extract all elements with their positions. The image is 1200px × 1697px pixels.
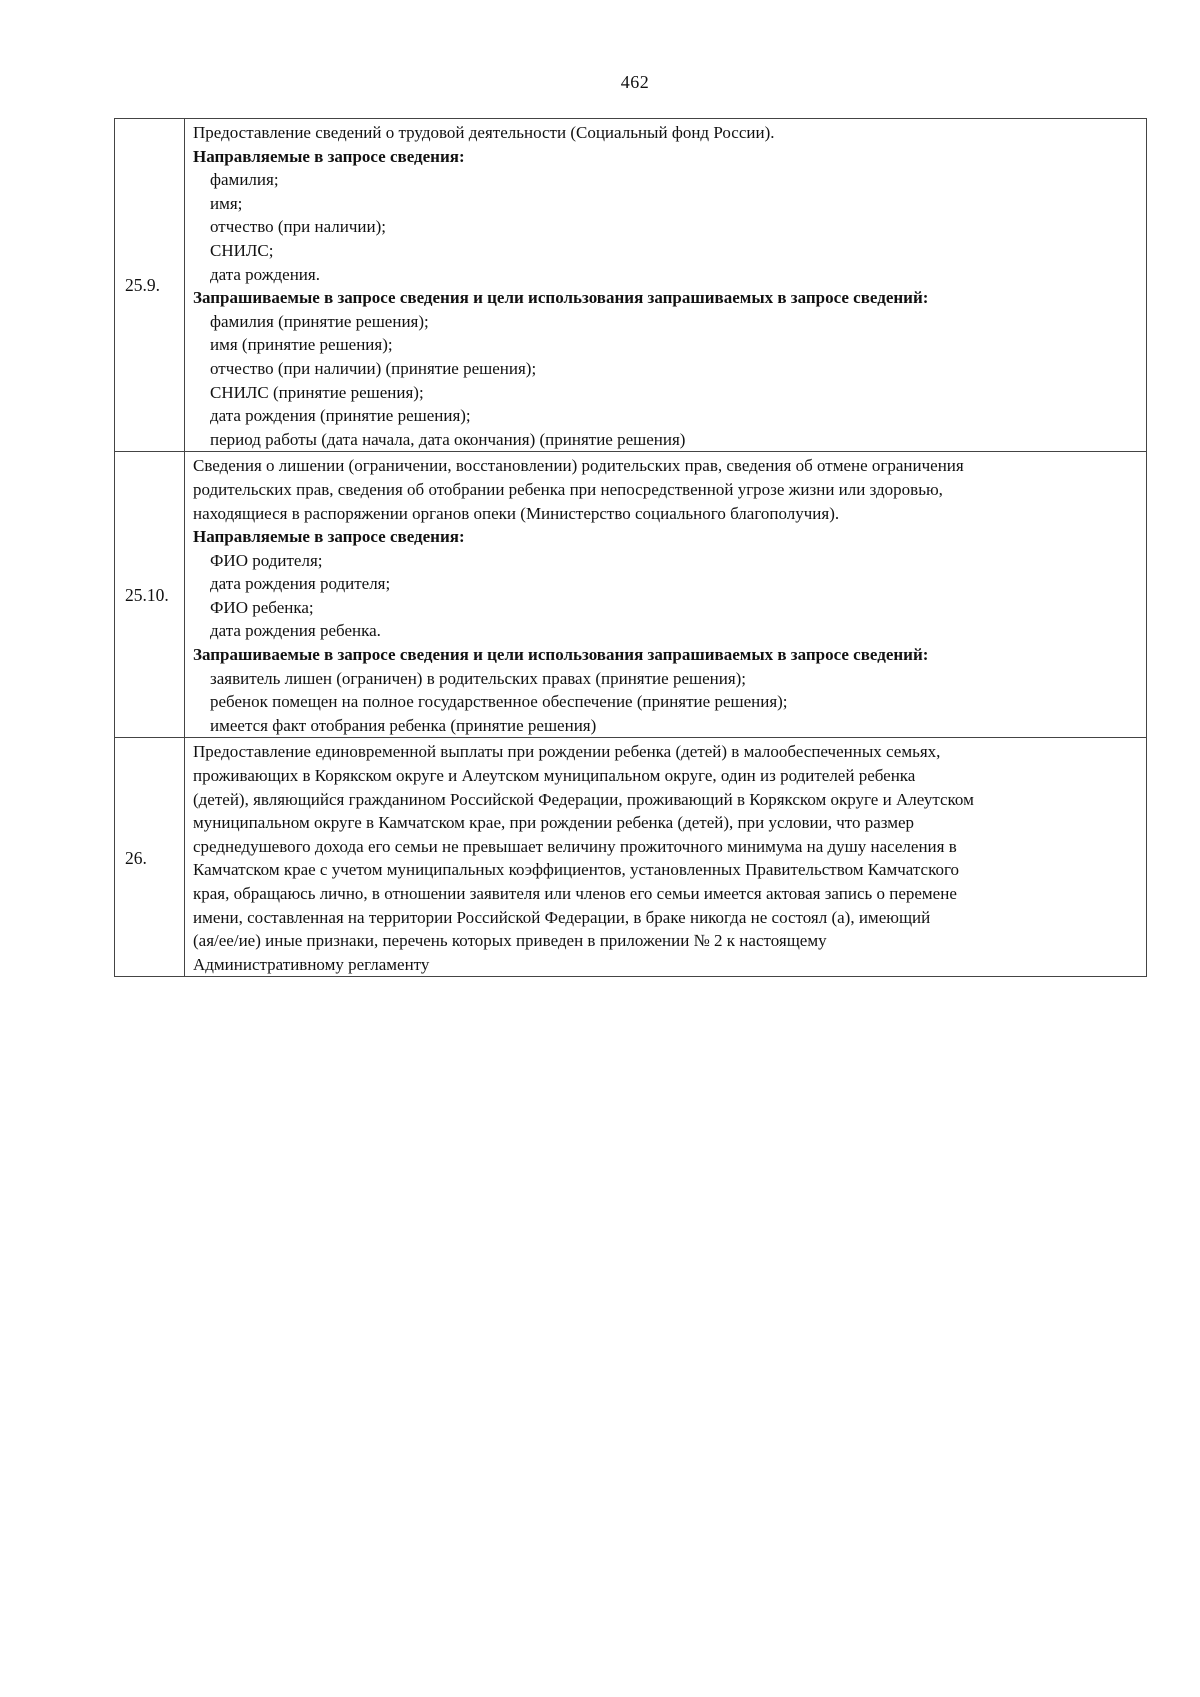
- paragraph-line: Административному регламенту: [193, 954, 430, 974]
- row-content: [185, 119, 1147, 452]
- row-content: [185, 452, 1147, 738]
- services-table: [114, 118, 1147, 977]
- list-item: ребенок помещен на полное государственное обеспечение (принятие решения);: [210, 692, 788, 712]
- list-item: отчество (при наличии);: [210, 217, 386, 237]
- list-item: имеется факт отобрания ребенка (принятие решения): [210, 715, 597, 735]
- paragraph-line: (детей), являющийся гражданином Российской Федерации, проживающий в Корякском округе и Алеутском: [193, 789, 974, 809]
- list-item: ФИО ребенка;: [210, 597, 314, 617]
- list-item: дата рождения родителя;: [210, 574, 391, 594]
- paragraph-line: муниципальном округе в Камчатском крае, при рождении ребенка (детей), при условии, что размер: [193, 813, 915, 833]
- table-row: [115, 119, 1147, 452]
- row-number: 26.: [115, 738, 185, 977]
- paragraph-line: проживающих в Корякском округе и Алеутском муниципальном округе, один из родителей ребенка: [193, 766, 916, 786]
- row-content: [185, 738, 1147, 977]
- page-number: 462: [620, 72, 650, 92]
- list-item: фамилия (принятие решения);: [210, 311, 429, 331]
- section-heading: Направляемые в запросе сведения:: [193, 527, 465, 547]
- row-number: 25.10.: [115, 452, 185, 738]
- section-heading: Запрашиваемые в запросе сведения и цели использования запрашиваемых в запросе сведений:: [193, 288, 929, 308]
- table-body: [115, 119, 1147, 977]
- section-heading: Направляемые в запросе сведения:: [193, 146, 465, 166]
- paragraph-line: находящиеся в распоряжении органов опеки (Министерство социального благополучия).: [193, 503, 840, 523]
- list-item: СНИЛС (принятие решения);: [210, 382, 424, 402]
- paragraph-line: родительских прав, сведения об отобрании ребенка при непосредственной угрозе жизни или здоровью,: [193, 479, 943, 499]
- paragraph-line: Предоставление единовременной выплаты при рождении ребенка (детей) в малообеспеченных семьях,: [193, 742, 941, 762]
- list-item: период работы (дата начала, дата окончания) (принятие решения): [210, 429, 686, 449]
- paragraph-line: Предоставление сведений о трудовой деятельности (Социальный фонд России).: [193, 123, 775, 142]
- list-item: дата рождения ребенка.: [210, 621, 381, 641]
- paragraph-line: среднедушевого дохода его семьи не превышает величину прожиточного минимума на душу населения в: [193, 836, 957, 856]
- list-item: имя (принятие решения);: [210, 335, 393, 355]
- list-item: фамилия;: [210, 170, 279, 190]
- list-item: СНИЛС;: [210, 240, 274, 260]
- list-item: ФИО родителя;: [210, 550, 323, 570]
- paragraph-line: (ая/ее/ие) иные признаки, перечень которых приведен в приложении № 2 к настоящему: [193, 931, 827, 951]
- list-item: отчество (при наличии) (принятие решения);: [210, 358, 537, 378]
- paragraph-line: Камчатском крае с учетом муниципальных коэффициентов, установленных Правительством Камчатского: [193, 860, 960, 880]
- paragraph-line: имени, составленная на территории Российской Федерации, в браке никогда не состоял (а), имеющий: [193, 907, 931, 927]
- list-item: имя;: [210, 193, 243, 213]
- section-heading: Запрашиваемые в запросе сведения и цели использования запрашиваемых в запросе сведений:: [193, 645, 929, 665]
- table-row: [115, 738, 1147, 977]
- paragraph-line: края, обращаюсь лично, в отношении заявителя или членов его семьи имеется актовая запись о перемене: [193, 884, 957, 903]
- list-item: дата рождения (принятие решения);: [210, 406, 471, 426]
- paragraph-line: Сведения о лишении (ограничении, восстановлении) родительских прав, сведения об отмене ограничения: [193, 456, 964, 476]
- list-item: дата рождения.: [210, 264, 320, 284]
- row-number: 25.9.: [115, 119, 185, 452]
- table-row: [115, 452, 1147, 738]
- list-item: заявитель лишен (ограничен) в родительских правах (принятие решения);: [210, 668, 747, 688]
